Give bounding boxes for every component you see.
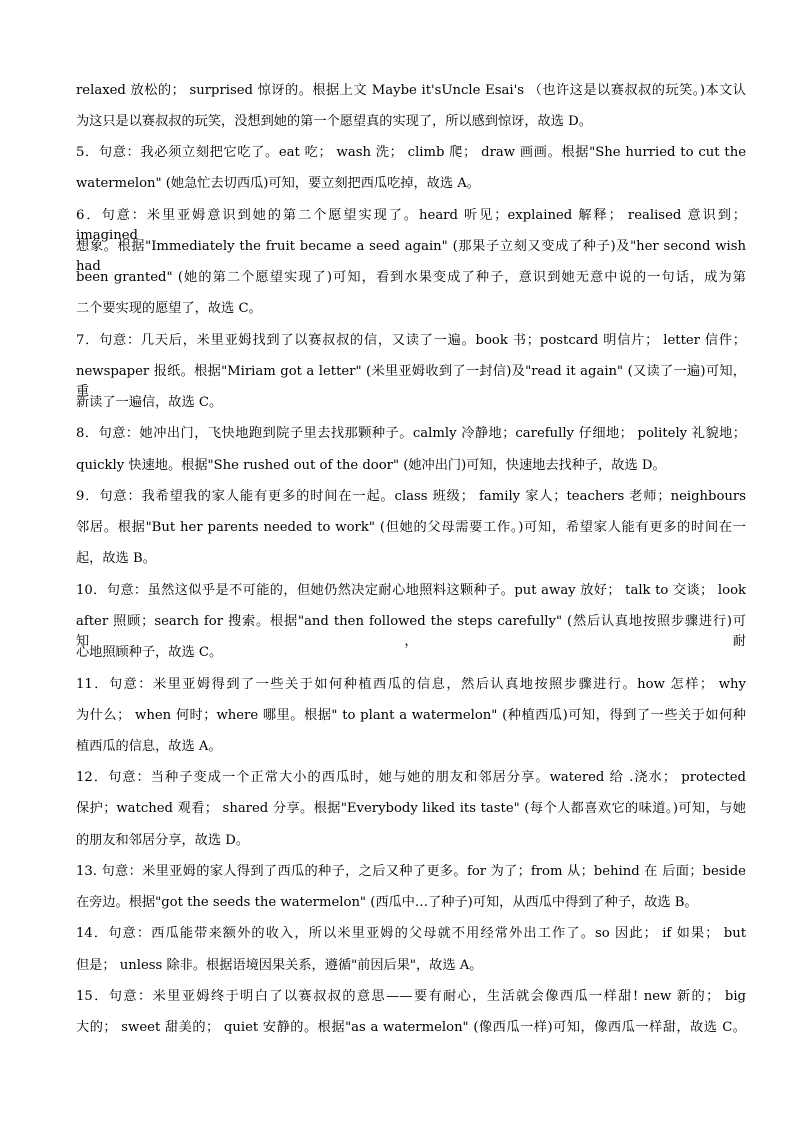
text-line: 但是； unless 除非。根据语境因果关系，遵循"前因后果"，故选 A。 [76,958,483,973]
text-line: 的朋友和邻居分享，故选 D。 [76,833,250,848]
text-line: quickly 快速地。根据"She rushed out of the door" (她冲出门)可知，快速地去找种子，故选 D。 [76,458,666,473]
text-line: 起，故选 B。 [76,551,156,566]
text-line: 15．句意：米里亚姆终于明白了以赛叔叔的意思——要有耐心，生活就会像西瓜一样甜! new 新的； big [76,989,746,1004]
text-line: 为什么； when 何时；where 哪里。根据" to plant a watermelon" (种植西瓜)可知，得到了一些关于如何种 [76,708,746,723]
text-line: 14．句意：西瓜能带来额外的收入，所以米里亚姆的父母就不用经常外出工作了。so 因此； if 如果； but [76,926,746,941]
text-line: 保护；watched 观看； shared 分享。根据"Everybody liked its taste" (每个人都喜欢它的味道。)可知，与她 [76,801,746,816]
text-line: newspaper 报纸。根据"Miriam got a letter" (米里亚姆收到了一封信)及"read it again" (又读了一遍)可知，重 [76,364,746,399]
text-line: relaxed 放松的； surprised 惊讶的。根据上文 Maybe it'sUncle Esai's （也许这是以赛叔叔的玩笑。)本文认 [76,83,746,98]
text-line: 6．句意：米里亚姆意识到她的第二个愿望实现了。heard 听见；explained 解释； realised 意识到； imagined [76,208,746,243]
text-line: watermelon" (她急忙去切西瓜)可知，要立刻把西瓜吃掉，故选 A。 [76,176,480,191]
text-line: 8．句意：她冲出门，飞快地跑到院子里去找那颗种子。calmly 冷静地；carefully 仔细地； politely 礼貌地； [76,426,746,441]
text-line: 13. 句意：米里亚姆的家人得到了西瓜的种子，之后又种了更多。for 为了；from 从；behind 在 后面；beside [76,864,746,879]
text-line: 在旁边。根据"got the seeds the watermelon" (西瓜中…了种子)可知，从西瓜中得到了种子，故选 B。 [76,895,698,910]
text-line: 新读了一遍信，故选 C。 [76,395,223,410]
text-line: been granted" (她的第二个愿望实现了)可知，看到水果变成了种子，意识到她无意中说的一句话，成为第 [76,270,746,285]
text-line: 12．句意：当种子变成一个正常大小的西瓜时，她与她的朋友和邻居分享。watered 给 .浇水； protected [76,770,746,785]
text-line: 9．句意：我希望我的家人能有更多的时间在一起。class 班级； family 家人；teachers 老师；neighbours [76,489,746,504]
text-line: 11．句意：米里亚姆得到了一些关于如何种植西瓜的信息，然后认真地按照步骤进行。how 怎样； why [76,677,746,692]
text-line: 想象。根据"Immediately the fruit became a seed again" (那果子立刻又变成了种子)及"her second wish had [76,239,746,274]
text-line: 为这只是以赛叔叔的玩笑，没想到她的第一个愿望真的实现了，所以感到惊讶，故选 D。 [76,114,592,129]
text-line: 10．句意：虽然这似乎是不可能的，但她仍然决定耐心地照料这颗种子。put away 放好； talk to 交谈； look [76,583,746,598]
text-line: 5．句意：我必须立刻把它吃了。eat 吃； wash 洗； climb 爬； draw 画画。根据"She hurried to cut the [76,145,746,160]
text-line: 二个要实现的愿望了，故选 C。 [76,301,262,316]
text-line: 7．句意：几天后，米里亚姆找到了以赛叔叔的信，又读了一遍。book 书；postcard 明信片； letter 信件； [76,333,746,348]
text-line: 植西瓜的信息，故选 A。 [76,739,222,754]
text-line: 邻居。根据"But her parents needed to work" (但她的父母需要工作。)可知，希望家人能有更多的时间在一 [76,520,746,535]
text-line: 心地照顾种子，故选 C。 [76,645,223,660]
text-line: 大的； sweet 甜美的； quiet 安静的。根据"as a watermelon" (像西瓜一样)可知，像西瓜一样甜，故选 C。 [76,1020,746,1035]
text-line: after 照顾；search for 搜索。根据"and then followed the steps carefully" (然后认真地按照步骤进行)可知，耐 [76,614,746,649]
